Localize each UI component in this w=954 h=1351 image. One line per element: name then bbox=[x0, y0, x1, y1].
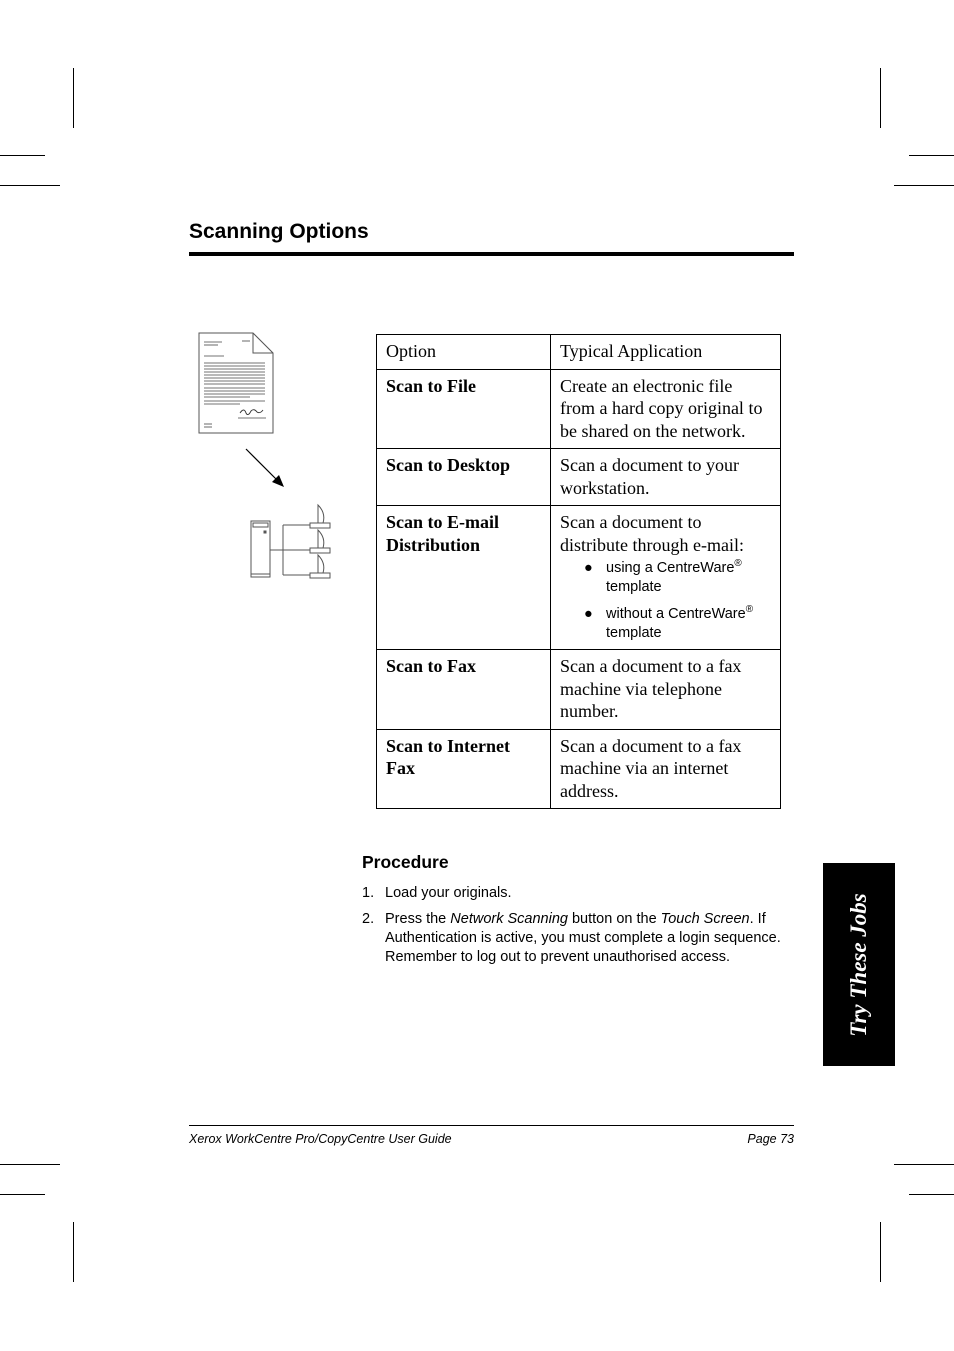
step-text: Press the bbox=[385, 911, 451, 927]
list-item bbox=[362, 910, 794, 967]
procedure-heading: Procedure bbox=[362, 852, 449, 872]
crop-mark bbox=[0, 155, 45, 156]
server-icon bbox=[251, 521, 270, 577]
scan-illustration bbox=[190, 325, 340, 585]
option-cell: Scan to Desktop bbox=[377, 449, 551, 506]
crop-mark bbox=[73, 1222, 74, 1282]
footer-guide-title: Xerox WorkCentre Pro/CopyCentre User Guide bbox=[189, 1132, 452, 1146]
table-header-row bbox=[377, 335, 781, 370]
arrow-icon bbox=[246, 449, 284, 487]
bullet-list bbox=[560, 559, 771, 643]
bullet-text: using a CentreWare bbox=[606, 560, 735, 576]
list-item bbox=[584, 605, 771, 643]
table-row bbox=[377, 650, 781, 730]
step-number: 2. bbox=[362, 911, 375, 927]
crop-mark bbox=[0, 1194, 45, 1195]
crop-mark bbox=[73, 68, 74, 128]
option-cell: Scan to Fax bbox=[377, 650, 551, 730]
table-row bbox=[377, 449, 781, 506]
crop-mark bbox=[909, 155, 954, 156]
bullet-icon: ● bbox=[584, 560, 593, 576]
step-number: 1. bbox=[362, 885, 375, 901]
crop-mark bbox=[894, 185, 954, 186]
registered-mark: ® bbox=[745, 604, 754, 616]
crop-mark bbox=[880, 1222, 881, 1282]
table-row bbox=[377, 369, 781, 449]
footer-page-number: Page 73 bbox=[747, 1132, 794, 1146]
section-tab-label: Try These Jobs bbox=[846, 892, 871, 1037]
list-item bbox=[362, 884, 794, 903]
workstation-icon bbox=[310, 505, 330, 578]
crop-mark bbox=[0, 1164, 60, 1165]
footer-rule bbox=[189, 1125, 794, 1126]
bullet-text-suffix: template bbox=[606, 579, 662, 595]
registered-mark: ® bbox=[734, 558, 742, 570]
section-tab bbox=[823, 863, 895, 1066]
step-text: Load your originals. bbox=[385, 885, 512, 901]
crop-mark bbox=[894, 1164, 954, 1165]
network-scanning-button-ref: Network Scanning bbox=[450, 911, 568, 927]
application-cell: Create an electronic file from a hard copy original to be shared on the network. bbox=[551, 369, 781, 449]
application-text: Scan a document to distribute through e-mail: bbox=[560, 512, 744, 555]
network-lines bbox=[270, 525, 310, 575]
header-application: Typical Application bbox=[551, 335, 781, 370]
procedure-steps bbox=[362, 884, 794, 974]
option-cell: Scan to Internet Fax bbox=[377, 729, 551, 809]
bullet-text: without a CentreWare bbox=[606, 606, 746, 622]
table-row bbox=[377, 729, 781, 809]
application-cell: Scan a document to your workstation. bbox=[551, 449, 781, 506]
bullet-text-suffix: template bbox=[606, 625, 662, 641]
step-text: button on the bbox=[567, 911, 661, 927]
option-cell: Scan to E-mail Distribution bbox=[377, 506, 551, 650]
crop-mark bbox=[909, 1194, 954, 1195]
application-cell: Scan a document to a fax machine via an internet address. bbox=[551, 729, 781, 809]
document-icon bbox=[199, 333, 273, 433]
crop-mark bbox=[880, 68, 881, 128]
table-row bbox=[377, 506, 781, 650]
title-rule bbox=[189, 252, 794, 256]
bullet-icon: ● bbox=[584, 606, 593, 622]
option-cell: Scan to File bbox=[377, 369, 551, 449]
list-item bbox=[584, 559, 771, 597]
application-cell bbox=[551, 506, 781, 650]
page-title: Scanning Options bbox=[189, 220, 369, 243]
touch-screen-ref: Touch Screen bbox=[660, 911, 750, 927]
crop-mark bbox=[0, 185, 60, 186]
step-text: . If Authentication is active, you must complete a login sequence. Remember to log out to prevent unauthorised access. bbox=[385, 911, 781, 965]
scanning-options-table bbox=[376, 334, 781, 809]
application-cell: Scan a document to a fax machine via telephone number. bbox=[551, 650, 781, 730]
header-option: Option bbox=[377, 335, 551, 370]
